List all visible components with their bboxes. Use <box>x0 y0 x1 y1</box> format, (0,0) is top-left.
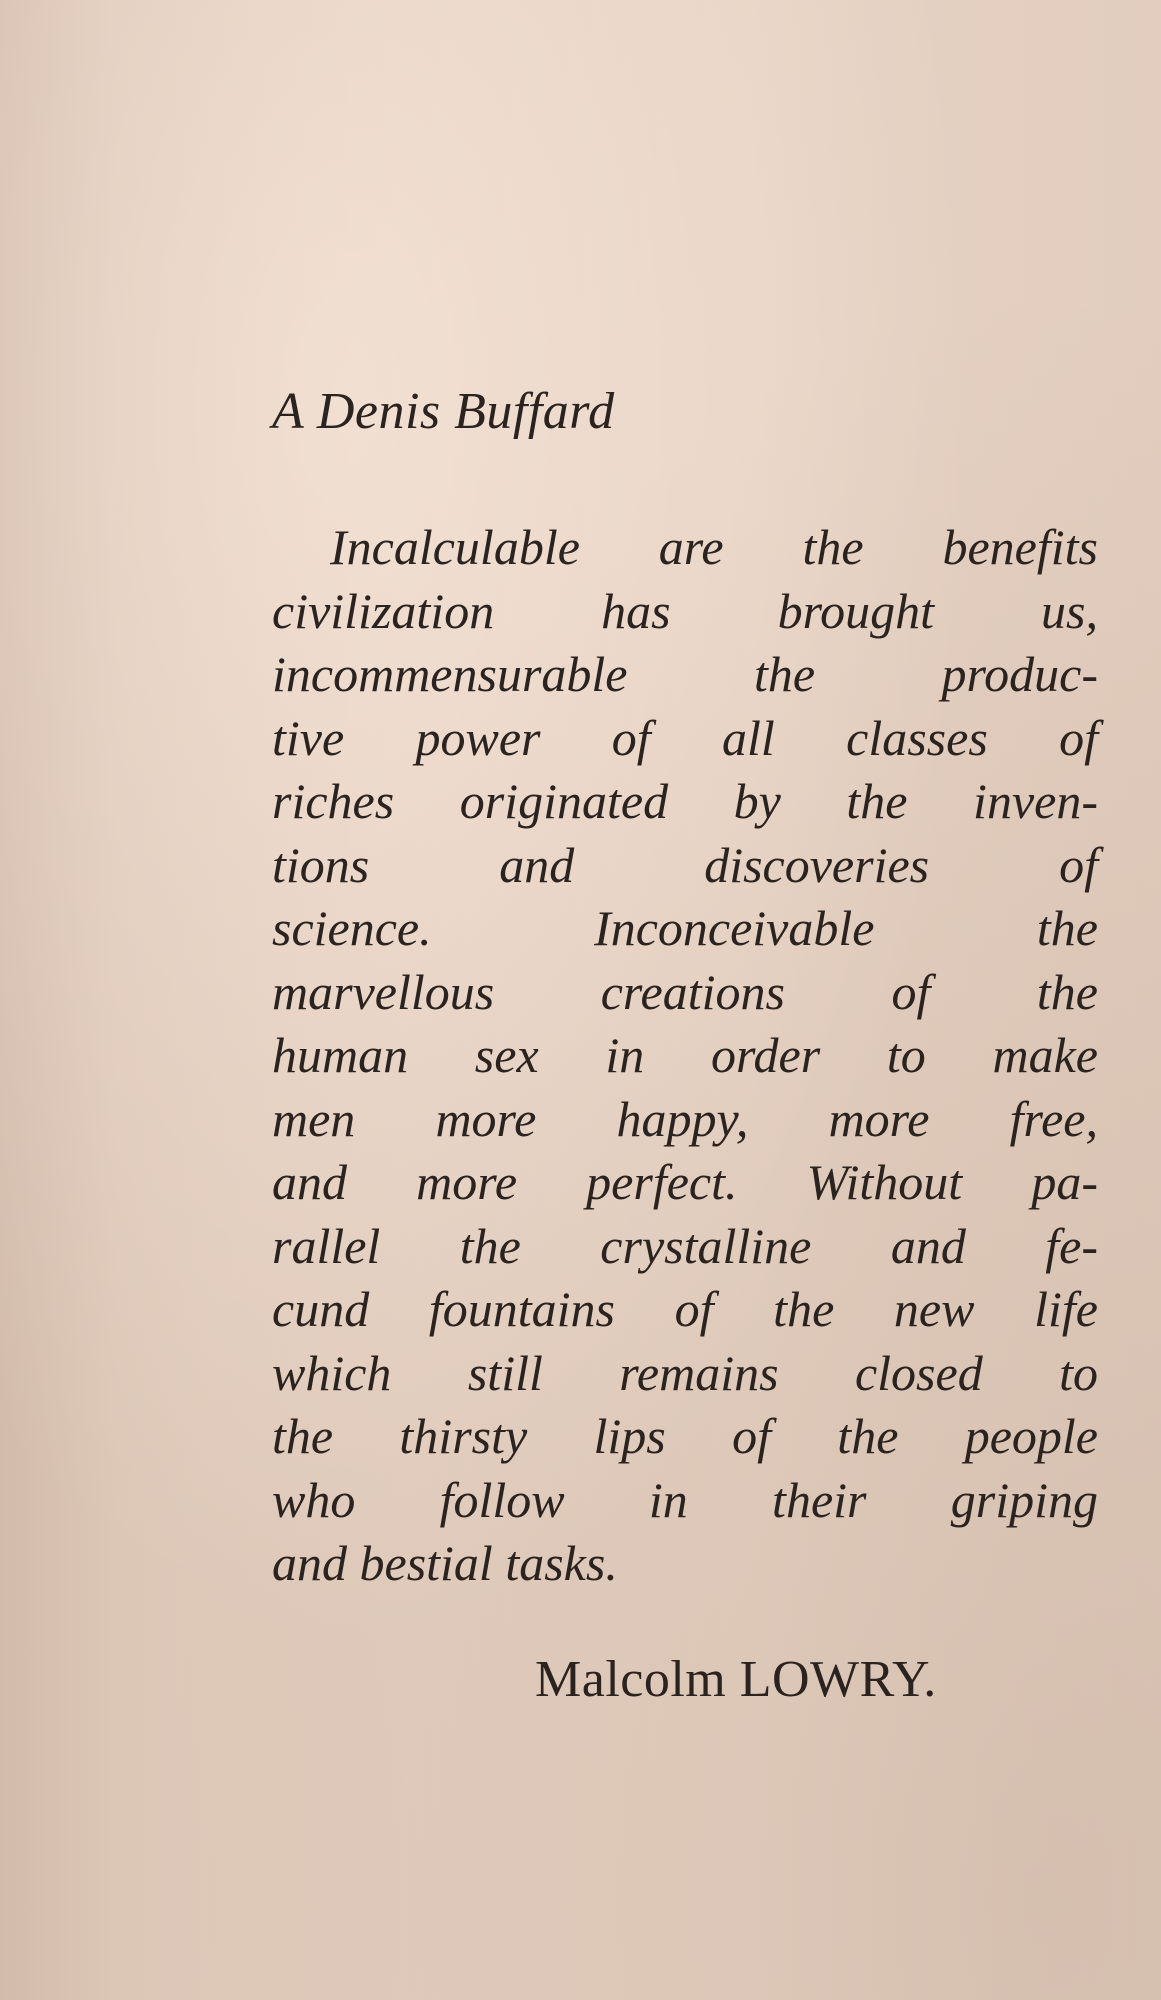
epigraph-line: the thirsty lips of the people <box>272 1408 1098 1464</box>
epigraph-line: tive power of all classes of <box>272 709 1098 766</box>
epigraph-line: Incalculable are the benefits <box>330 519 1098 575</box>
epigraph-line: rallel the crystalline and fe- <box>272 1217 1098 1274</box>
epigraph-line: men more happy, more free, <box>272 1090 1098 1147</box>
epigraph-quote <box>272 516 1098 1596</box>
dedication: A Denis Buffard <box>272 383 615 440</box>
epigraph-line: and bestial tasks. <box>272 1535 618 1591</box>
epigraph-line: incommensurable the produc- <box>272 646 1098 702</box>
epigraph-line: tions and discoveries of <box>272 836 1098 893</box>
epigraph-line: civilization has brought us, <box>272 582 1098 639</box>
author-signature: Malcolm LOWRY. <box>535 1651 937 1708</box>
epigraph-line: who follow in their griping <box>272 1471 1098 1528</box>
epigraph-line: human sex in order to make <box>272 1027 1098 1083</box>
epigraph-line: and more perfect. Without pa- <box>272 1154 1098 1210</box>
epigraph-line: riches originated by the inven- <box>272 773 1098 829</box>
epigraph-line: science. Inconceivable the <box>272 900 1098 956</box>
epigraph-line: which still remains closed to <box>272 1344 1098 1401</box>
epigraph-line: marvellous creations of the <box>272 963 1098 1020</box>
epigraph-line: cund fountains of the new life <box>272 1281 1098 1337</box>
